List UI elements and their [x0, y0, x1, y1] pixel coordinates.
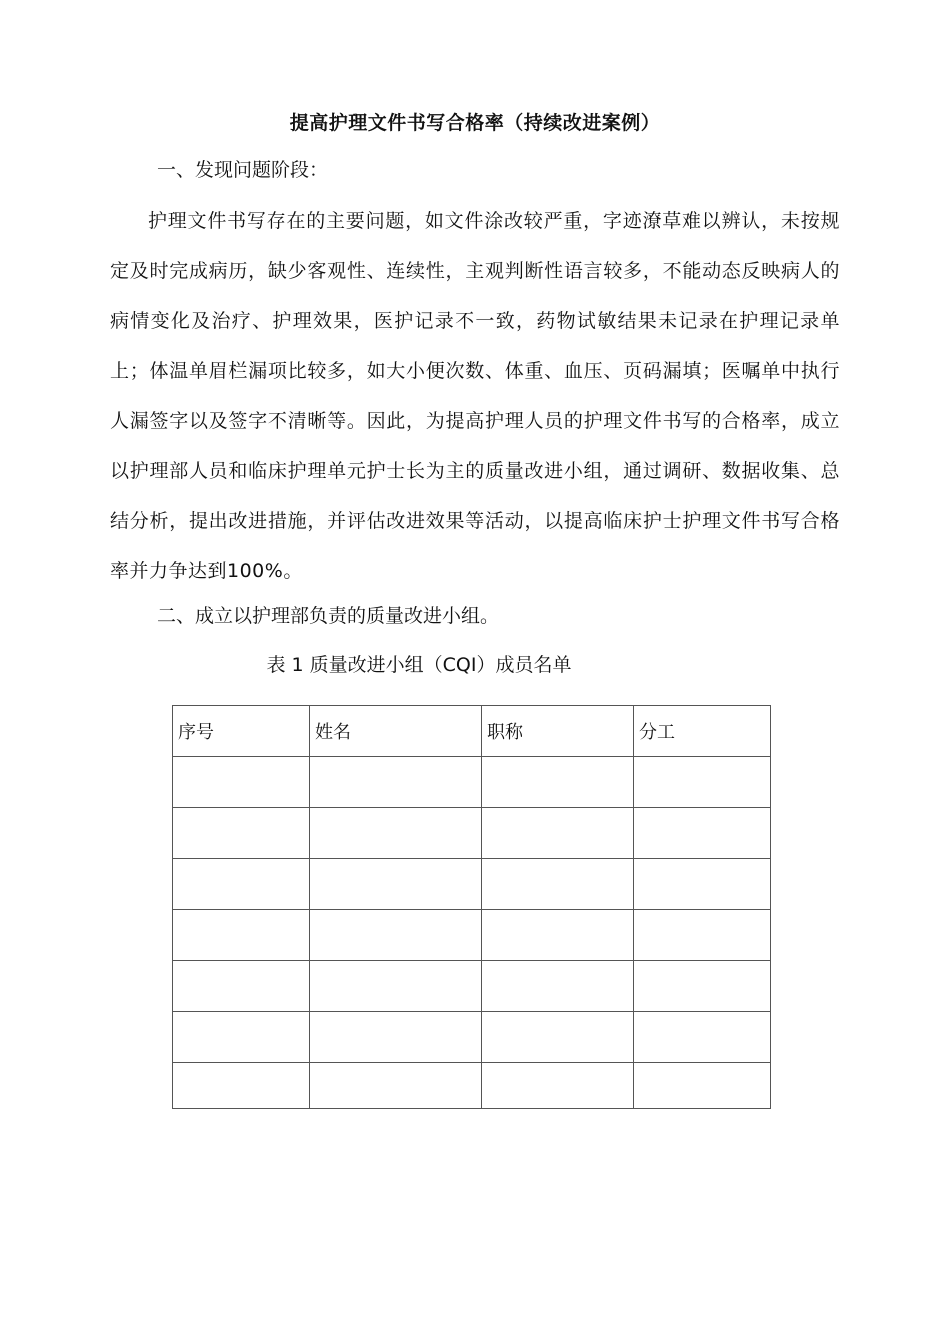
table-cell [310, 910, 482, 961]
table-cell [173, 757, 310, 808]
header-name: 姓名 [310, 706, 482, 757]
table-cell [482, 910, 634, 961]
table-cell [482, 757, 634, 808]
table-cell [482, 961, 634, 1012]
table-cell [173, 961, 310, 1012]
section2-heading: 二、成立以护理部负责的质量改进小组。 [157, 605, 500, 627]
table-cell [482, 859, 634, 910]
table-cell [173, 1063, 310, 1109]
table-caption: 表 1 质量改进小组（CQI）成员名单 [266, 654, 572, 676]
table-cell [634, 808, 771, 859]
table-cell [482, 1063, 634, 1109]
table-row [173, 1012, 771, 1063]
section1-heading: 一、发现问题阶段： [157, 159, 329, 181]
header-index: 序号 [173, 706, 310, 757]
table-cell [634, 859, 771, 910]
table-cell [634, 961, 771, 1012]
table-cell [634, 910, 771, 961]
document-title: 提高护理文件书写合格率（持续改进案例） [289, 112, 661, 134]
header-role: 分工 [634, 706, 771, 757]
table-cell [173, 1012, 310, 1063]
table-row [173, 961, 771, 1012]
table-header-row [173, 706, 771, 757]
table-cell [310, 808, 482, 859]
table-body [173, 757, 771, 1109]
table-cell [634, 1012, 771, 1063]
table-cell [310, 1063, 482, 1109]
table-row [173, 757, 771, 808]
table-row [173, 808, 771, 859]
table-cell [173, 859, 310, 910]
cqi-members-table [172, 705, 771, 1109]
section1-body: 护理文件书写存在的主要问题，如文件涂改较严重，字迹潦草难以辨认，未按规定及时完成病历，缺少客观性、连续性，主观判断性语言较多，不能动态反映病人的病情变化及治疗、护理效果，医护记录不一致，药物试敏结果未记录在护理记录单上；体温单眉栏漏项比较多，如大小便次数、体重、血压、页码漏填；医嘱单中执行人漏签字以及签字不清晰等。因此，为提高护理人员的护理文件书写的合格率，成立以护理部人员和临床护理单元护士长为主的质量改进小组，通过调研、数据收集、总结分析，提出改进措施，并评估改进效果等活动，以提高临床护士护理文件书写合格率并力争达到100%。 [110, 210, 840, 582]
table-row [173, 910, 771, 961]
table-row [173, 1063, 771, 1109]
table-cell [634, 1063, 771, 1109]
table-cell [173, 910, 310, 961]
table-cell [310, 1012, 482, 1063]
table-cell [310, 961, 482, 1012]
table-cell [482, 1012, 634, 1063]
table-cell [634, 757, 771, 808]
table-cell [482, 808, 634, 859]
header-title: 职称 [482, 706, 634, 757]
table-row [173, 859, 771, 910]
table-cell [310, 859, 482, 910]
table-cell [310, 757, 482, 808]
table-cell [173, 808, 310, 859]
